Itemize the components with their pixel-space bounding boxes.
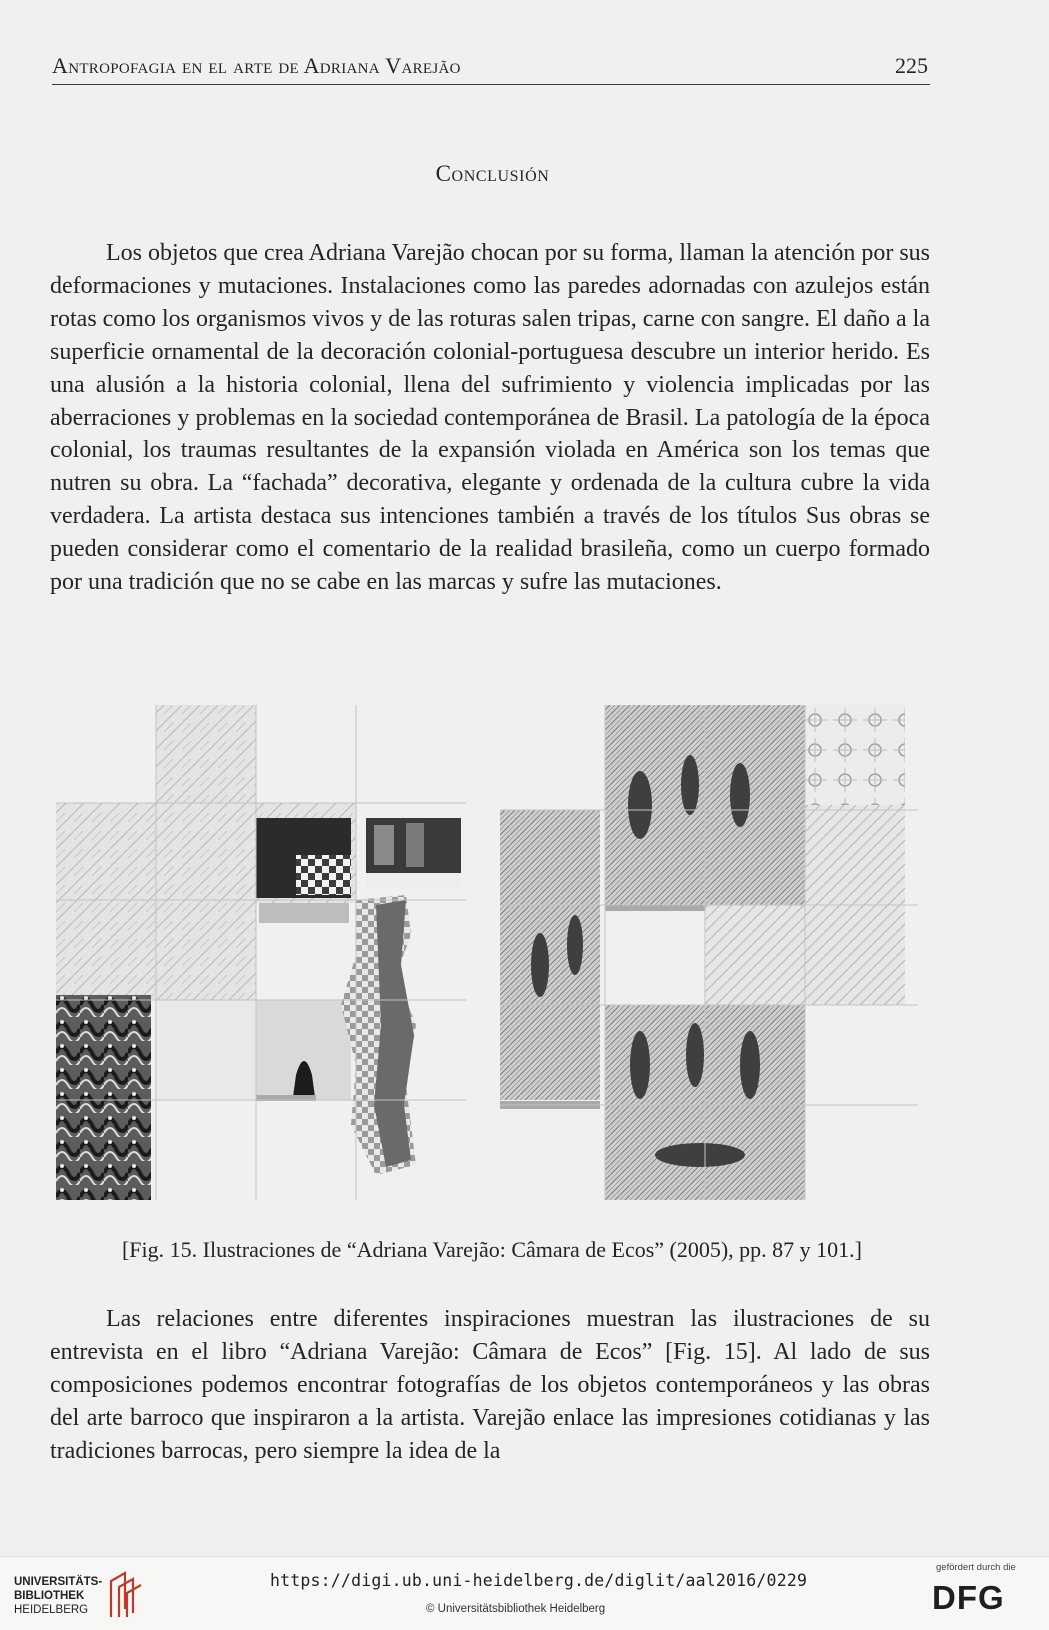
- copyright-notice: © Universitätsbibliothek Heidelberg: [426, 1603, 606, 1615]
- photo-collage-icon: [56, 705, 466, 1200]
- paragraph-conclusion: [50, 237, 930, 599]
- library-name: [14, 1575, 102, 1617]
- running-head: [52, 50, 930, 85]
- figure-15: [56, 705, 918, 1200]
- dfg-logo: DFG: [932, 1579, 1005, 1616]
- library-line-3: HEIDELBERG: [14, 1604, 89, 1616]
- source-url-link[interactable]: https://digi.ub.uni-heidelberg.de/diglit/aal2016/0229: [270, 1571, 808, 1590]
- footer-bar: [0, 1556, 1049, 1630]
- funded-by-label: gefördert durch die: [936, 1562, 1016, 1573]
- engraving-collage-icon: [500, 705, 918, 1200]
- figure-caption: [Fig. 15. Ilustraciones de “Adriana Varejão: Câmara de Ecos” (2005), pp. 87 y 101.]: [121, 1237, 863, 1262]
- running-title: Antropofagia en el arte de Adriana Varejão: [52, 53, 461, 78]
- paragraph-relaciones-text: Las relaciones entre diferentes inspiraciones muestran las ilustraciones de su entrevista en el libro “Adriana Varejão: Câmara de Ecos” [Fig. 15]. Al lado de sus composiciones podemos encontrar fotografías de los objetos contemporáneos y las obras del arte barroco que inspiraron a la artista. Varejão enlace las impresiones cotidianas y las tradiciones barrocas, pero siempre la idea de la: [50, 1306, 930, 1464]
- paragraph-relaciones: [50, 1303, 930, 1468]
- library-line-1: UNIVERSITÄTS-: [14, 1576, 103, 1588]
- page-number: 225: [895, 53, 928, 78]
- library-logo-icon: [107, 1569, 147, 1619]
- paragraph-conclusion-text: Los objetos que crea Adriana Varejão chocan por su forma, llaman la atención por sus deformaciones y mutaciones. Instalaciones como las paredes adornadas con azulejos están rotas como los organismos vivos y de las roturas salen tripas, carne con sangre. El daño a la superficie ornamental de la decoración colonial-portuguesa descubre un interior herido. Es una alusión a la historia colonial, llena del sufrimiento y violencia implicadas por las aberraciones y problemas en la sociedad contemporánea de Brasil. La patología de la época colonial, los traumas resultantes de la expansión violada en América son los temas que nutren su obra. La “fachada” decorativa, elegante y ordenada de la cultura cubre la vida verdadera. La artista destaca sus intenciones también a través de los títulos Sus obras se pueden considerar como el comentario de la realidad brasileña, como un cuerpo formado por una tradición que no se cabe en las marcas y sufre las mutaciones.: [50, 240, 930, 596]
- section-title: Conclusión: [435, 161, 550, 186]
- library-line-2: BIBLIOTHEK: [14, 1590, 85, 1602]
